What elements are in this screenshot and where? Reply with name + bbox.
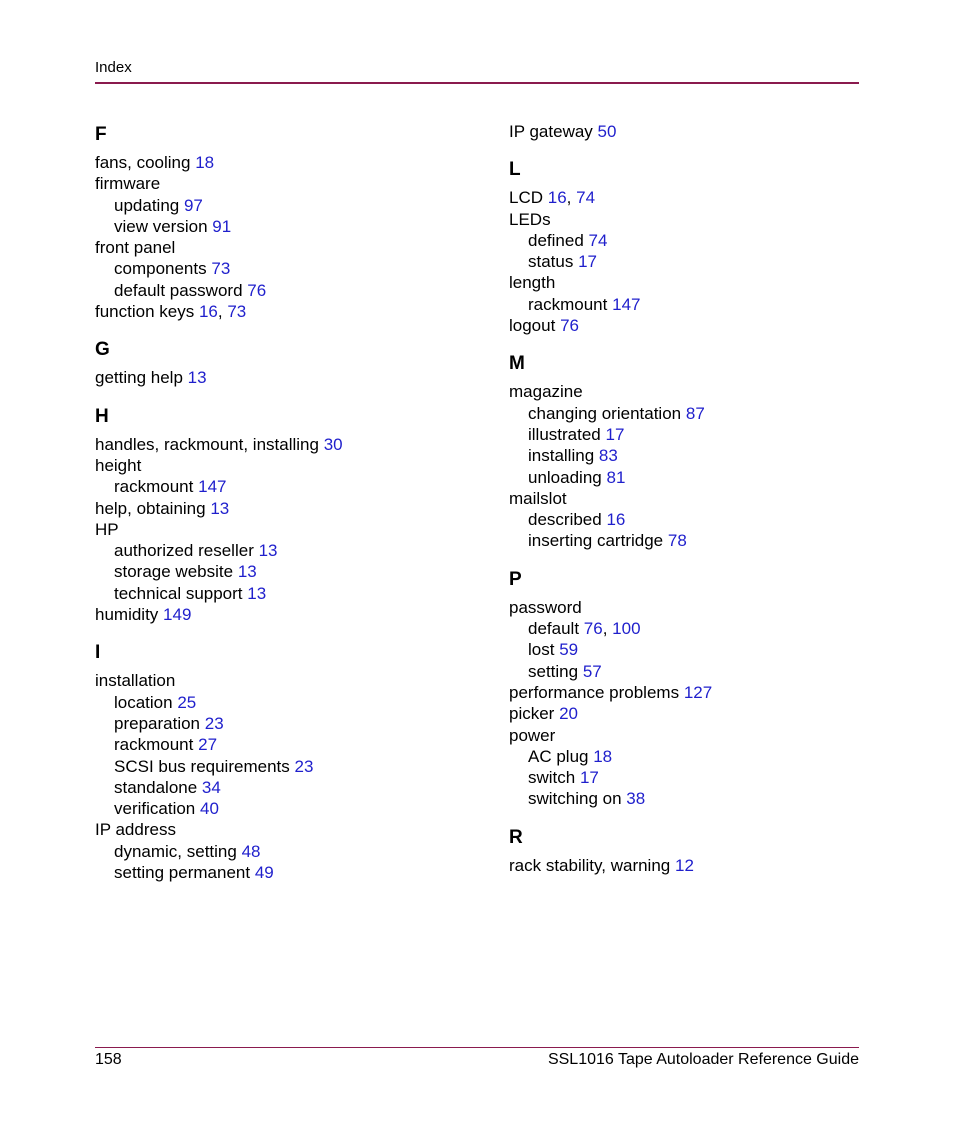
- index-entry: [509, 703, 909, 724]
- index-term: rack stability, warning: [509, 855, 671, 875]
- index-term: authorized reseller: [114, 541, 254, 561]
- page-ref-link[interactable]: 59: [559, 640, 579, 660]
- index-entry: [95, 498, 495, 519]
- page-ref-link[interactable]: 18: [195, 153, 215, 172]
- index-subentry: default 76, 100: [528, 619, 641, 639]
- index-term: updating: [114, 195, 180, 215]
- index-entry: [95, 152, 495, 173]
- index-term: SCSI bus requirements: [114, 756, 290, 776]
- page-ref-link[interactable]: 13: [247, 583, 267, 603]
- page-ref-link[interactable]: 83: [598, 446, 618, 466]
- page-ref-link[interactable]: 40: [200, 799, 219, 819]
- index-subentry: [509, 445, 909, 466]
- index-subentry: [95, 561, 495, 582]
- index-term: mailslot: [509, 488, 567, 508]
- index-subentry: [95, 734, 495, 755]
- index-subentry: [509, 403, 909, 424]
- index-subentry: [509, 424, 909, 445]
- index-subentry: [95, 692, 495, 713]
- page-ref-link[interactable]: 149: [163, 605, 192, 625]
- index-term: power: [509, 725, 556, 745]
- index-term: default password: [114, 280, 243, 300]
- page-ref-link[interactable]: 16: [606, 510, 626, 530]
- index-term: help, obtaining: [95, 498, 206, 518]
- index-subentry: [95, 476, 495, 497]
- index-subentry: [509, 230, 909, 251]
- page-ref-link[interactable]: 76: [560, 316, 579, 336]
- page-ref-link[interactable]: 13: [237, 562, 257, 582]
- index-entry: [509, 682, 909, 703]
- index-entry: [509, 381, 909, 402]
- index-term: standalone: [114, 777, 198, 797]
- index-term: switching on: [528, 789, 622, 809]
- index-entry: [509, 597, 909, 618]
- index-subentry: [509, 530, 909, 551]
- page-ref-link[interactable]: 38: [626, 789, 646, 809]
- page-ref-link[interactable]: 13: [210, 498, 230, 518]
- page-ref-link[interactable]: 17: [605, 424, 625, 444]
- page-ref-link[interactable]: 87: [685, 403, 705, 423]
- index-term: setting: [528, 661, 579, 681]
- index-subentry: [509, 251, 909, 272]
- index-subentry: [509, 767, 909, 788]
- index-subentry: [509, 467, 909, 488]
- index-term: magazine: [509, 382, 583, 402]
- section-letter: F: [95, 124, 107, 145]
- index-entry: [509, 209, 909, 230]
- index-term: defined: [528, 230, 584, 250]
- index-term: function keys: [95, 302, 195, 322]
- index-term: installation: [95, 671, 176, 691]
- page-ref-link[interactable]: 78: [667, 531, 687, 551]
- index-term: status: [528, 252, 574, 272]
- page-ref-link[interactable]: 57: [582, 661, 602, 681]
- index-entry: [95, 367, 495, 388]
- index-term: rackmount: [114, 735, 194, 755]
- page-ref-link[interactable]: 91: [212, 216, 232, 236]
- index-term: technical support: [114, 583, 243, 603]
- section-letter: R: [509, 826, 523, 848]
- index-entry: [509, 488, 909, 509]
- index-subentry: [509, 661, 909, 682]
- page-ref-link[interactable]: 27: [198, 735, 218, 755]
- page-ref-link[interactable]: 100: [612, 619, 641, 639]
- index-term: preparation: [114, 713, 201, 733]
- page-ref-link[interactable]: 16: [547, 188, 567, 208]
- index-subentry: [95, 777, 495, 798]
- index-term: dynamic, setting: [114, 841, 237, 861]
- index-entry: [509, 272, 909, 293]
- index-subentry: [95, 280, 495, 301]
- section-letter: M: [509, 353, 525, 375]
- index-entry: [509, 121, 909, 142]
- index-subentry: [95, 195, 495, 216]
- index-term: HP: [95, 519, 119, 539]
- index-entry: [95, 237, 495, 258]
- section-letter: G: [95, 339, 110, 361]
- index-term: components: [114, 259, 207, 279]
- page-ref-link[interactable]: 127: [683, 682, 713, 702]
- index-term: unloading: [528, 467, 602, 487]
- page-ref-link[interactable]: 23: [294, 756, 314, 776]
- index-subentry: [95, 258, 495, 279]
- index-term: password: [509, 597, 582, 617]
- footer-rule: [95, 1047, 859, 1048]
- index-term: described: [528, 510, 602, 530]
- footer-title: SSL1016 Tape Autoloader Reference Guide: [547, 1051, 859, 1068]
- page-ref-link[interactable]: 74: [576, 188, 596, 208]
- page-ref-link[interactable]: 76: [583, 619, 603, 639]
- index-term: logout: [509, 316, 556, 336]
- index-term: LEDs: [509, 209, 551, 229]
- index-term: length: [509, 273, 556, 293]
- index-term: changing orientation: [528, 403, 682, 423]
- page-ref-link[interactable]: 13: [258, 541, 278, 561]
- section-letter: P: [509, 568, 522, 590]
- index-term: storage website: [114, 562, 234, 582]
- page-ref-link[interactable]: 50: [597, 122, 617, 141]
- page-ref-link[interactable]: 147: [198, 477, 227, 497]
- page-ref-link[interactable]: 81: [606, 467, 626, 487]
- index-term: default: [528, 619, 580, 639]
- index-subentry: [509, 294, 909, 315]
- index-subentry: [95, 756, 495, 777]
- index-subentry: [95, 583, 495, 604]
- page-number: 158: [95, 1051, 122, 1068]
- index-term: IP gateway: [509, 122, 593, 141]
- page-ref-link[interactable]: 147: [612, 294, 641, 314]
- index-entry: [95, 604, 495, 625]
- page-ref-link[interactable]: 74: [588, 230, 608, 250]
- index-subentry: [95, 216, 495, 237]
- index-term: lost: [528, 640, 555, 660]
- index-subentry: [95, 841, 495, 862]
- page-ref-link[interactable]: 34: [201, 777, 221, 797]
- index-subentry: [509, 746, 909, 767]
- index-term: location: [114, 692, 173, 712]
- index-subentry: [95, 540, 495, 561]
- index-term: firmware: [95, 174, 161, 194]
- page-ref-link[interactable]: 49: [254, 863, 274, 883]
- index-subentry: [95, 798, 495, 819]
- index-entry: function keys 16, 73: [95, 302, 247, 322]
- section-letter: L: [509, 159, 521, 181]
- header-rule: [95, 82, 859, 84]
- index-term: front panel: [95, 238, 176, 258]
- page-ref-link[interactable]: 30: [323, 434, 343, 454]
- page-ref-link[interactable]: 73: [211, 259, 231, 279]
- index-term: picker: [509, 704, 555, 724]
- index-term: humidity: [95, 605, 159, 625]
- index-subentry: [509, 788, 909, 809]
- index-entry: [95, 819, 495, 840]
- index-term: fans, cooling: [95, 153, 191, 172]
- page-ref-link[interactable]: 20: [559, 704, 579, 724]
- page-ref-link[interactable]: 12: [674, 855, 694, 875]
- index-subentry: [509, 639, 909, 660]
- index-entry: [509, 855, 909, 876]
- page-ref-link[interactable]: 17: [579, 768, 599, 788]
- index-term: switch: [528, 768, 576, 788]
- page-ref-link[interactable]: 97: [183, 195, 203, 215]
- section-letter: I: [95, 642, 101, 664]
- index-term: performance problems: [509, 682, 680, 702]
- index-entry: [509, 725, 909, 746]
- index-term: rackmount: [114, 477, 194, 497]
- page-ref-link[interactable]: 16: [198, 302, 218, 322]
- index-column-left: [95, 120, 495, 883]
- index-term: height: [95, 455, 142, 475]
- index-term: LCD: [509, 188, 544, 208]
- index-subentry: [509, 509, 909, 530]
- index-entry: [95, 173, 495, 194]
- index-entry: LCD 16, 74: [509, 188, 596, 208]
- index-entry: [95, 519, 495, 540]
- index-term: inserting cartridge: [528, 531, 664, 551]
- index-column-right: [509, 120, 909, 876]
- page-ref-link[interactable]: 48: [241, 841, 261, 861]
- index-term: getting help: [95, 368, 183, 388]
- index-subentry: [95, 713, 495, 734]
- header-label: Index: [95, 59, 132, 76]
- page-ref-link[interactable]: 25: [177, 692, 197, 712]
- index-entry: [95, 670, 495, 691]
- index-term: illustrated: [528, 424, 601, 444]
- index-term: installing: [528, 446, 595, 466]
- page-ref-link[interactable]: 76: [247, 280, 267, 300]
- page-ref-link[interactable]: 17: [578, 252, 598, 272]
- index-term: view version: [114, 216, 208, 236]
- index-term: rackmount: [528, 294, 608, 314]
- index-subentry: [95, 862, 495, 883]
- index-entry: [95, 434, 495, 455]
- index-term: setting permanent: [114, 863, 251, 883]
- page-ref-link[interactable]: 18: [593, 746, 613, 766]
- page-ref-link[interactable]: 73: [227, 302, 247, 322]
- index-entry: [95, 455, 495, 476]
- index-term: verification: [114, 799, 196, 819]
- page-ref-link[interactable]: 13: [187, 368, 207, 388]
- index-term: AC plug: [528, 746, 589, 766]
- section-letter: H: [95, 405, 109, 427]
- index-term: handles, rackmount, installing: [95, 434, 319, 454]
- page-ref-link[interactable]: 23: [204, 713, 224, 733]
- index-entry: [509, 315, 909, 336]
- index-term: IP address: [95, 820, 176, 840]
